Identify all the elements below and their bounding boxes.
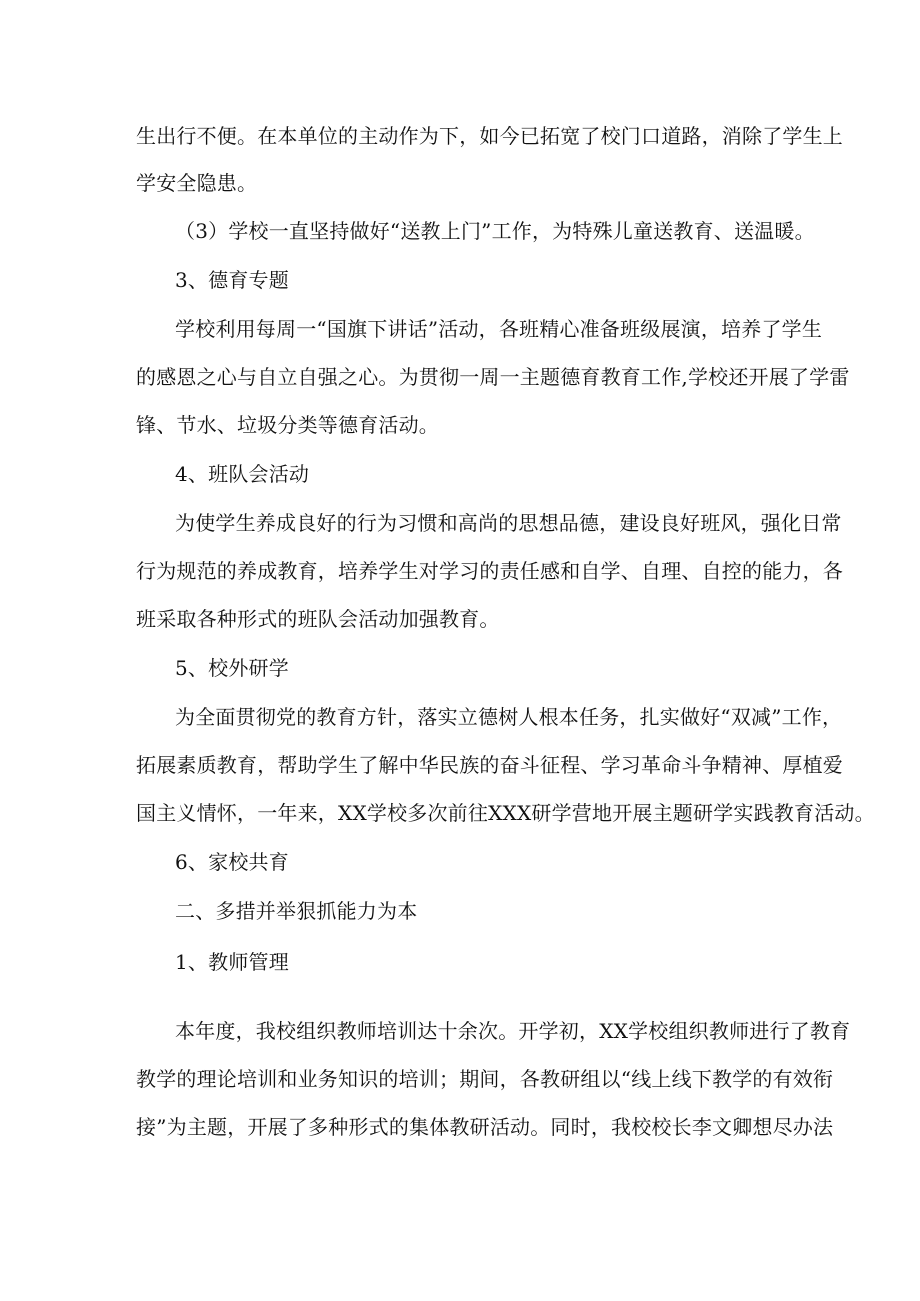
section-heading: 5、校外研学 xyxy=(175,656,289,680)
section-heading: 4、班队会活动 xyxy=(175,462,310,486)
paragraph-line: 锋、节水、垃圾分类等德育活动。 xyxy=(136,413,439,437)
paragraph-line: （3）学校一直坚持做好“送教上门”工作，为特殊儿童送教育、送温暖。 xyxy=(175,219,815,243)
section-heading: 1、教师管理 xyxy=(175,950,289,974)
paragraph-line: 接”为主题，开展了多种形式的集体教研活动。同时，我校校长李文卿想尽办法 xyxy=(136,1115,834,1139)
paragraph-line: 国主义情怀，一年来，XX学校多次前往XXX研学营地开展主题研学实践教育活动。 xyxy=(136,801,875,825)
paragraph-line: 本年度，我校组织教师培训达十余次。开学初，XX学校组织教师进行了教育 xyxy=(175,1019,851,1043)
paragraph-line: 为使学生养成良好的行为习惯和高尚的思想品德，建设良好班风，强化日常 xyxy=(175,511,842,535)
section-heading: 6、家校共育 xyxy=(175,850,289,874)
paragraph-line: 拓展素质教育，帮助学生了解中华民族的奋斗征程、学习革命斗争精神、厚植爱 xyxy=(136,753,843,777)
paragraph-line: 生出行不便。在本单位的主动作为下，如今已拓宽了校门口道路，消除了学生上 xyxy=(136,124,843,148)
paragraph-line: 学安全隐患。 xyxy=(136,171,258,195)
paragraph-line: 为全面贯彻党的教育方针，落实立德树人根本任务，扎实做好“双减”工作， xyxy=(175,705,843,729)
section-heading: 3、德育专题 xyxy=(175,268,289,292)
paragraph-line: 班采取各种形式的班队会活动加强教育。 xyxy=(136,607,500,631)
paragraph-line: 的感恩之心与自立自强之心。为贯彻一周一主题德育教育工作,学校还开展了学雷 xyxy=(136,365,850,389)
paragraph-line: 学校利用每周一“国旗下讲话”活动，各班精心准备班级展演，培养了学生 xyxy=(175,317,823,341)
paragraph-line: 教学的理论培训和业务知识的培训；期间，各教研组以“线上线下教学的有效衔 xyxy=(136,1067,834,1091)
chapter-heading: 二、多措并举狠抓能力为本 xyxy=(175,899,418,923)
paragraph-line: 行为规范的养成教育，培养学生对学习的责任感和自学、自理、自控的能力，各 xyxy=(136,559,843,583)
